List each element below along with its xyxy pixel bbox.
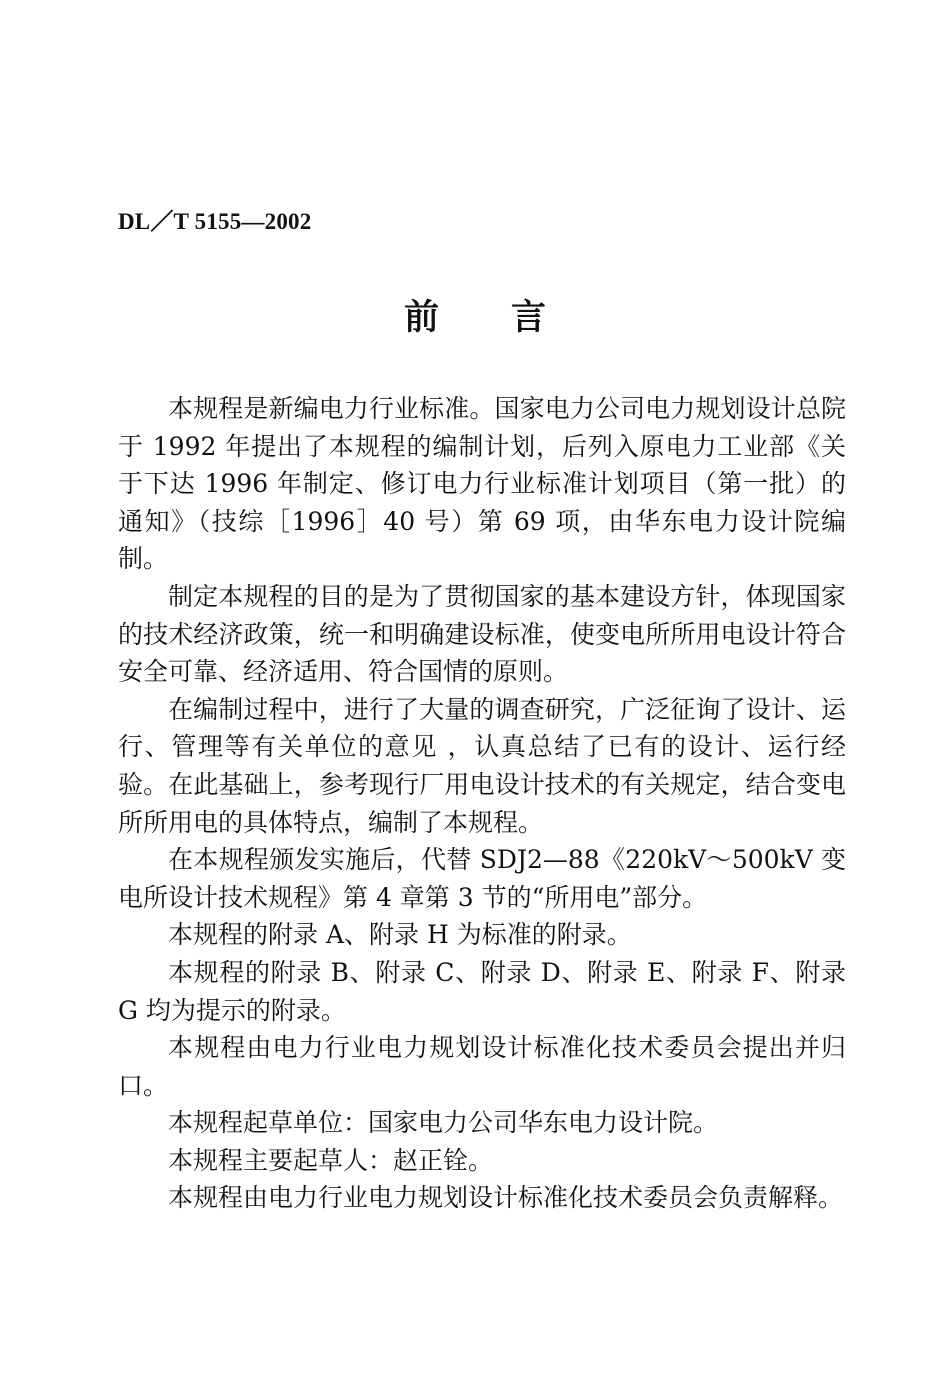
paragraph-5: 本规程的附录 A、附录 H 为标准的附录。 — [168, 920, 632, 950]
paragraph-10: 本规程由电力行业电力规划设计标准化技术委员会负责解释。 — [168, 1183, 844, 1213]
paragraph-9: 本规程主要起草人：赵正铨。 — [168, 1145, 494, 1175]
paragraph-6: 本规程的附录 B、附录 C、附录 D、附录 E、附录 F、附录 G 均为提示的附录。 — [118, 957, 846, 1025]
paragraph-4: 在本规程颁发实施后，代替 SDJ2—88《220kV～500kV 变电所设计技术规程》第 4 章第 3 节的“所用电”部分。 — [118, 845, 846, 912]
preface-body — [118, 390, 846, 1217]
document-code: DL／T 5155—2002 — [118, 209, 312, 234]
paragraph-8: 本规程起草单位：国家电力公司华东电力设计院。 — [168, 1108, 719, 1138]
paragraph-3: 在编制过程中，进行了大量的调查研究，广泛征询了设计、运行、管理等有关单位的意见 ，认真总结了已有的设计、运行经验。在此基础上，参考现行厂用电设计技术的有关规定，结合变电所所用电的具体特点，编制了本规程。 — [118, 694, 846, 837]
paragraph-2: 制定本规程的目的是为了贯彻国家的基本建设方针，体现国家的技术经济政策，统一和明确建设标准，使变电所所用电设计符合安全可靠、经济适用、符合国情的原则。 — [118, 581, 846, 687]
paragraph-1: 本规程是新编电力行业标准。国家电力公司电力规划设计总院于 1992 年提出了本规程的编制计划，后列入原电力工业部《关于下达 1996 年制定、修订电力行业标准计划项目（第一批）的通知》（技综［1996］40 号）第 69 项，由华东电力设计院编制。 — [118, 394, 846, 574]
title-char-2: 言 — [511, 297, 547, 338]
page-title — [0, 290, 950, 340]
title-char-1: 前 — [403, 297, 439, 338]
paragraph-7: 本规程由电力行业电力规划设计标准化技术委员会提出并归口。 — [118, 1033, 846, 1100]
